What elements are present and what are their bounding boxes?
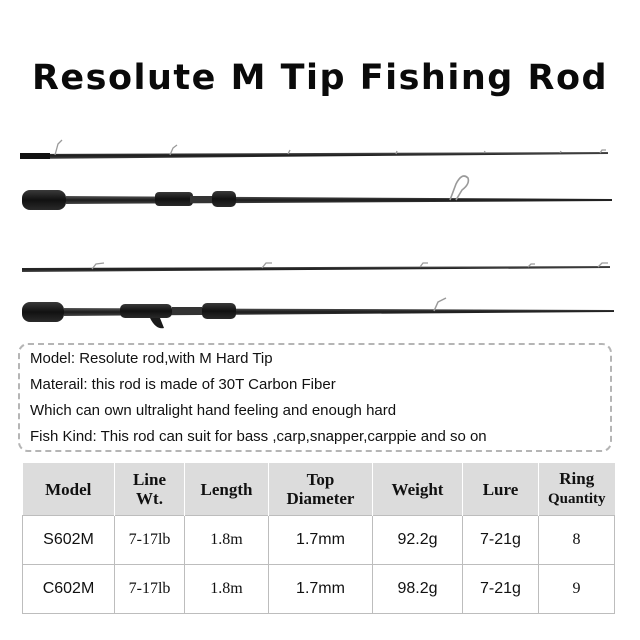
description-material: Materail: this rod is made of 30T Carbon Fiber (30, 376, 336, 393)
spinning-rod-butt-section (22, 176, 612, 210)
header-model: Model (23, 463, 115, 516)
table-row (23, 565, 615, 614)
casting-rod-tip-section (22, 263, 610, 272)
cell-model: C602M (23, 565, 115, 614)
spec-table-header-row (23, 463, 615, 516)
header-lure: Lure (463, 463, 539, 516)
rods-illustration (0, 130, 640, 330)
cell-model: S602M (23, 516, 115, 565)
table-row (23, 516, 615, 565)
cell-line-wt: 7-17lb (115, 565, 185, 614)
header-ring-quantity: Ring Quantity (539, 463, 615, 516)
cell-weight: 92.2g (373, 516, 463, 565)
cell-ring-quantity: 9 (539, 565, 615, 614)
header-weight: Weight (373, 463, 463, 516)
cell-length: 1.8m (185, 565, 269, 614)
header-top-diameter: Top Diameter (269, 463, 373, 516)
cell-lure: 7-21g (463, 565, 539, 614)
cell-weight: 98.2g (373, 565, 463, 614)
description-feel: Which can own ultralight hand feeling and enough hard (30, 402, 397, 419)
cell-top-diameter: 1.7mm (269, 516, 373, 565)
spinning-rod-tip-section (20, 140, 608, 159)
spec-table (22, 463, 615, 614)
description-fish-kind: Fish Kind: This rod can suit for bass ,carp,snapper,carppie and so on (30, 428, 487, 445)
product-title: Resolute M Tip Fishing Rod (31, 58, 609, 98)
cell-line-wt: 7-17lb (115, 516, 185, 565)
header-length: Length (185, 463, 269, 516)
cell-ring-quantity: 8 (539, 516, 615, 565)
cell-top-diameter: 1.7mm (269, 565, 373, 614)
cell-length: 1.8m (185, 516, 269, 565)
header-line-wt: Line Wt. (115, 463, 185, 516)
description-model: Model: Resolute rod,with M Hard Tip (30, 350, 273, 367)
cell-lure: 7-21g (463, 516, 539, 565)
casting-rod-butt-section (22, 298, 614, 328)
